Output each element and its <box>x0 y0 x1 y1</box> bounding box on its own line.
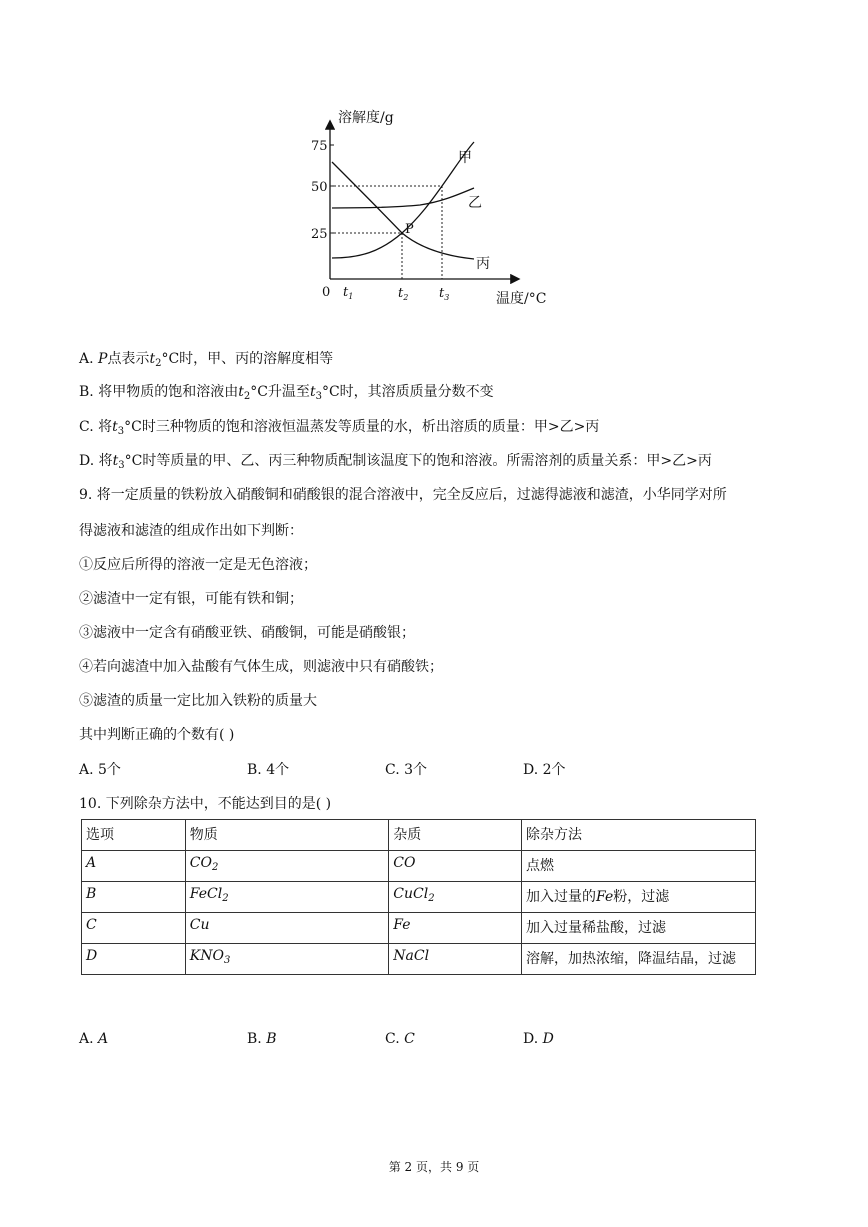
dotted-guides <box>330 186 442 279</box>
q10-table <box>81 819 756 975</box>
table-cell-option: A <box>82 851 186 882</box>
q9-option-c[interactable]: C. 3个 <box>385 762 428 778</box>
table-cell-substance: $CO_2$ <box>185 851 389 882</box>
table-cell-impurity: Fe <box>389 913 522 944</box>
y-axis-label: 溶解度/g <box>338 110 394 126</box>
q10-stem: 10. 下列除杂方法中，不能达到目的是( ) <box>79 796 332 812</box>
table-cell-impurity: CO <box>389 851 522 882</box>
table-cell-option: B <box>82 882 186 913</box>
origin-label: 0 <box>322 285 331 300</box>
table-row <box>82 913 756 944</box>
x-tick-t2: $t_2$ <box>398 286 409 302</box>
table-row <box>82 944 756 975</box>
q10-option-a[interactable]: A. A <box>79 1031 109 1047</box>
page-footer: 第 2 页，共 9 页 <box>388 1160 480 1174</box>
q9-item-4: ④若向滤渣中加入盐酸有气体生成，则滤液中只有硝酸铁； <box>79 659 443 675</box>
table-header-cell: 物质 <box>185 820 389 851</box>
table-header-row <box>82 820 756 851</box>
curve-jia <box>332 142 474 258</box>
q9-item-2: ②滤渣中一定有银，可能有铁和铜； <box>79 591 303 607</box>
table-cell-method: 加入过量的Fe粉，过滤 <box>522 882 756 913</box>
q9-item-3: ③滤液中一定含有硝酸亚铁、硝酸铜，可能是硝酸银； <box>79 625 415 641</box>
table-cell-method: 溶解，加热浓缩，降温结晶，过滤 <box>522 944 756 975</box>
table-row <box>82 882 756 913</box>
q9-question: 其中判断正确的个数有( ) <box>79 727 235 743</box>
y-tick-50: 50 <box>311 180 328 195</box>
q9-option-a[interactable]: A. 5个 <box>79 762 121 778</box>
table-cell-option: C <box>82 913 186 944</box>
table-cell-substance: $KNO_3$ <box>185 944 389 975</box>
y-tick-75: 75 <box>311 139 328 154</box>
q9-item-1: ①反应后所得的溶液一定是无色溶液； <box>79 557 317 573</box>
q10-option-c[interactable]: C. C <box>385 1031 415 1047</box>
q9-option-d[interactable]: D. 2个 <box>523 762 566 778</box>
curve-yi <box>332 188 474 208</box>
q8-option-d[interactable]: D. 将$t_3^\circ C$时等质量的甲、乙、丙三种物质配制该温度下的饱和溶液。所需溶剂的质量关系：甲>乙>丙 <box>79 453 712 471</box>
series-label-bing: 丙 <box>476 256 490 272</box>
series-label-yi: 乙 <box>468 195 482 211</box>
table-cell-option: D <box>82 944 186 975</box>
x-axis-label: 温度/°C <box>496 291 547 307</box>
table-cell-method: 点燃 <box>522 851 756 882</box>
q8-option-a[interactable]: A. P点表示$t_2^\circ C$时，甲、丙的溶解度相等 <box>79 351 334 369</box>
table-cell-impurity: NaCl <box>389 944 522 975</box>
q8-option-b[interactable]: B. 将甲物质的饱和溶液由$t_2^\circ C$升温至$t_3^\circ C$时，其溶质质量分数不变 <box>79 384 494 402</box>
series-label-jia: 甲 <box>458 150 472 166</box>
point-p-label: P <box>405 222 414 237</box>
table-cell-substance: Cu <box>185 913 389 944</box>
table-cell-impurity: CuCl$_2$ <box>389 882 522 913</box>
q9-item-5: ⑤滤渣的质量一定比加入铁粉的质量大 <box>79 693 317 709</box>
q9-stem-line2: 得滤液和滤渣的组成作出如下判断： <box>79 523 303 539</box>
table-row <box>82 851 756 882</box>
table-header-cell: 选项 <box>82 820 186 851</box>
q9-stem-line1: 9. 将一定质量的铁粉放入硝酸铜和硝酸银的混合溶液中，完全反应后，过滤得滤液和滤渣，小华同学对所 <box>79 487 727 503</box>
table-header-cell: 除杂方法 <box>522 820 756 851</box>
q8-option-c[interactable]: C. 将$t_3^\circ C$时三种物质的饱和溶液恒温蒸发等质量的水，析出溶质的质量：甲>乙>丙 <box>79 419 600 437</box>
curve-bing <box>332 162 474 259</box>
y-tick-25: 25 <box>311 227 328 242</box>
q9-option-b[interactable]: B. 4个 <box>247 762 290 778</box>
q10-option-d[interactable]: D. D <box>523 1031 554 1047</box>
x-tick-t3: $t_3$ <box>439 286 450 302</box>
solubility-chart <box>0 0 868 320</box>
table-cell-substance: FeCl$_2$ <box>185 882 389 913</box>
q10-option-b[interactable]: B. B <box>247 1031 277 1047</box>
table-cell-method: 加入过量稀盐酸，过滤 <box>522 913 756 944</box>
x-tick-t1: $t_1$ <box>343 285 354 301</box>
table-header-cell: 杂质 <box>389 820 522 851</box>
